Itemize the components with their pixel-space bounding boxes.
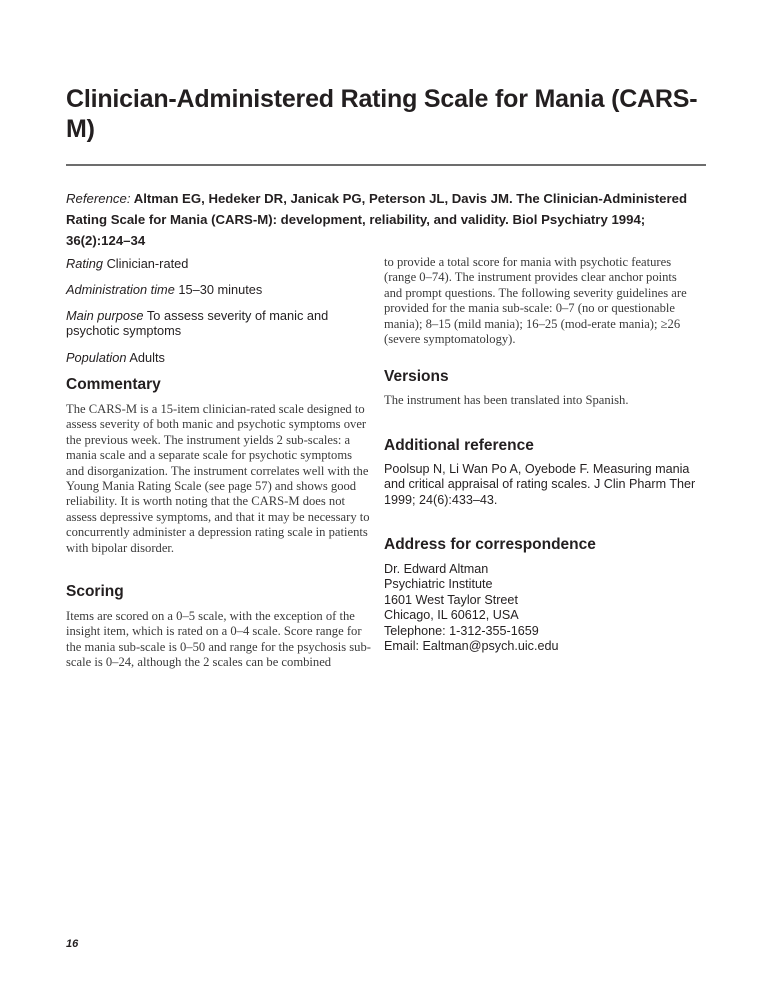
- meta-main-purpose: [66, 308, 351, 339]
- meta-label: Administration time: [66, 282, 175, 297]
- reference-label: Reference:: [66, 191, 131, 206]
- scoring-body-continued: to provide a total score for mania with psychotic features (range 0–74). The instrument provides clear anchor points and prompt questions. The following severity guidelines are provided for the mania sub-scale: 0–7 (no or questionable mania); 8–15 (mild mania); 16–25 (mod-erate mania); ≥26 (severe symptomatology).: [384, 255, 687, 347]
- meta-value: 15–30 minutes: [178, 282, 263, 297]
- meta-label: Population: [66, 350, 127, 365]
- meta-value: Adults: [129, 350, 165, 365]
- additional-reference-body: Poolsup N, Li Wan Po A, Oyebode F. Measuring mania and critical appraisal of rating scales. J Clin Pharm Ther 1999; 24(6):433–43.: [384, 462, 696, 507]
- scoring-body: Items are scored on a 0–5 scale, with the exception of the insight item, which is rated on a 0–4 scale. Score range for the mania sub-scale is 0–50 and range for the psychosis sub-scale is 0–24, although the 2 scales can be combined: [66, 609, 371, 670]
- title-divider: [66, 164, 706, 166]
- meta-rating: [66, 256, 366, 271]
- page-number: 16: [66, 938, 79, 950]
- meta-administration-time: [66, 282, 366, 297]
- scoring-heading: Scoring: [66, 583, 124, 600]
- commentary-body: The CARS-M is a 15-item clinician-rated scale designed to assess severity of both manic and psychotic symptoms over the previous week. The instrument yields 2 sub-scales: a mania scale and a separate scale for psychotic symptoms and disorganization. The instrument correlates well with the Young Mania Rating Scale (see page 57) and shows good reliability. It is worth noting that the CARS-M does not assess depressive symptoms, and that it may be necessary to concurrently administer a depression rating scale in patients with bipolar disorder.: [66, 402, 370, 555]
- page-title: Clinician-Administered Rating Scale for Mania (CARS-M): [66, 85, 698, 143]
- address-telephone: Telephone: 1-312-355-1659: [384, 623, 539, 638]
- meta-value: Clinician-rated: [106, 256, 189, 271]
- versions-body: The instrument has been translated into Spanish.: [384, 393, 629, 407]
- address-email[interactable]: Email: Ealtman@psych.uic.edu: [384, 639, 559, 654]
- address-institution: Psychiatric Institute: [384, 577, 493, 592]
- address-city: Chicago, IL 60612, USA: [384, 608, 519, 623]
- meta-value: To assess severity of manic and psychotic symptoms: [66, 308, 329, 339]
- commentary-heading: Commentary: [66, 376, 161, 393]
- reference-text: Altman EG, Hedeker DR, Janicak PG, Peterson JL, Davis JM. The Clinician-Administered Rating Scale for Mania (CARS-M): development, reliability, and validity. Biol Psychiatry 1994; 36(2):124–34: [66, 191, 688, 248]
- address-name: Dr. Edward Altman: [384, 562, 489, 576]
- address-street: 1601 West Taylor Street: [384, 592, 518, 607]
- address-block: [384, 562, 704, 654]
- meta-label: Main purpose: [66, 308, 144, 323]
- versions-heading: Versions: [384, 368, 449, 385]
- meta-label: Rating: [66, 256, 103, 271]
- additional-reference-heading: Additional reference: [384, 437, 534, 454]
- meta-population: [66, 350, 366, 365]
- reference: [66, 188, 706, 251]
- address-heading: Address for correspondence: [384, 536, 596, 553]
